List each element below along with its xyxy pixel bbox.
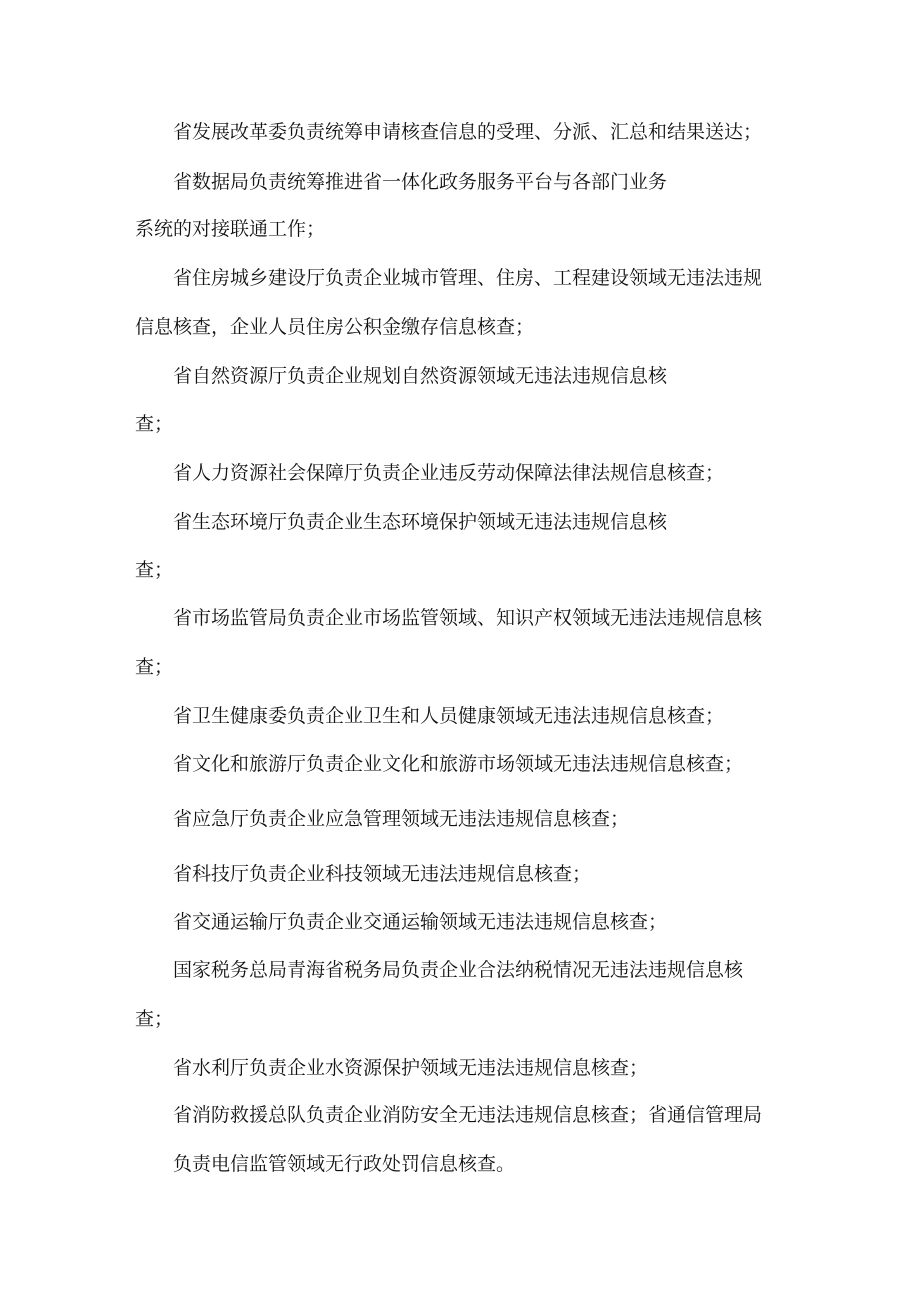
text-line-5: 信息核查，企业人员住房公积金缴存信息核查； [135,316,535,338]
text-line-3: 系统的对接联通工作； [135,218,326,240]
text-line-7: 查； [135,413,174,435]
text-line-15: 省应急厅负责企业应急管理领域无违法违规信息核查； [173,808,630,830]
text-line-8: 省人力资源社会保障厅负责企业违反劳动保障法律法规信息核查； [173,462,725,484]
text-line-16: 省科技厅负责企业科技领域无违法违规信息核查； [173,863,592,885]
text-line-4: 省住房城乡建设厅负责企业城市管理、住房、工程建设领域无违法违规 [173,267,763,289]
text-line-19: 查； [135,1008,174,1030]
text-line-12: 查； [135,656,174,678]
text-line-18: 国家税务总局青海省税务局负责企业合法纳税情况无违法违规信息核 [173,959,744,981]
text-line-20: 省水利厅负责企业水资源保护领域无违法违规信息核查； [173,1057,649,1079]
text-line-9: 省生态环境厅负责企业生态环境保护领域无违法违规信息核 [173,511,668,533]
text-line-1: 省发展改革委负责统筹申请核查信息的受理、分派、汇总和结果送达； [173,121,763,143]
text-line-11: 省市场监管局负责企业市场监管领域、知识产权领域无违法违规信息核 [173,607,763,629]
text-line-10: 查； [135,559,174,581]
text-line-6: 省自然资源厅负责企业规划自然资源领域无违法违规信息核 [173,365,668,387]
text-line-2: 省数据局负责统筹推进省一体化政务服务平台与各部门业务 [173,171,668,193]
text-line-22: 负责电信监管领域无行政处罚信息核查。 [173,1153,516,1175]
text-line-21: 省消防救援总队负责企业消防安全无违法违规信息核查；省通信管理局 [173,1104,763,1126]
text-line-14: 省文化和旅游厅负责企业文化和旅游市场领域无违法违规信息核查； [173,753,744,775]
text-line-13: 省卫生健康委负责企业卫生和人员健康领域无违法违规信息核查； [173,705,725,727]
text-line-17: 省交通运输厅负责企业交通运输领域无违法违规信息核查； [173,911,668,933]
